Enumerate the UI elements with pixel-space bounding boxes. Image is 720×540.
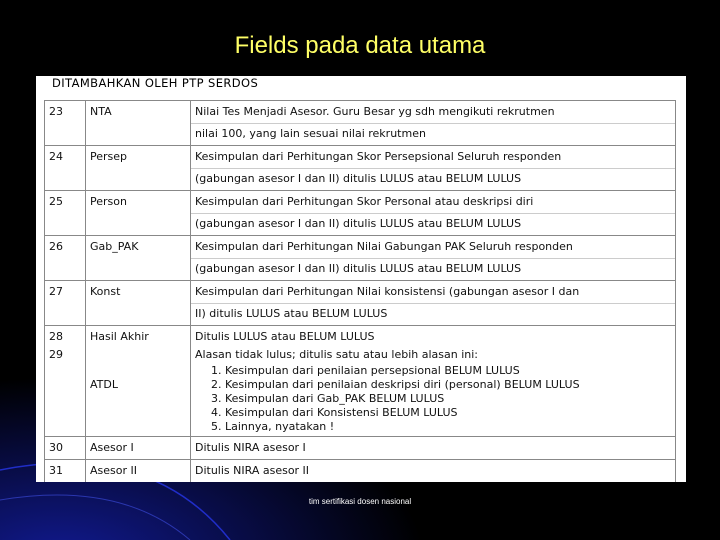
footer-text: tim sertifikasi dosen nasional <box>308 497 412 506</box>
table-row <box>45 146 676 191</box>
description-line: II) ditulis LULUS atau BELUM LULUS <box>191 303 675 323</box>
field-name: Persep <box>86 146 191 191</box>
field-description <box>191 146 676 191</box>
list-item: 4. Kesimpulan dari Konsistensi BELUM LULUS <box>225 406 671 420</box>
row-number: 30 <box>45 437 86 460</box>
slide-title: Fields pada data utama <box>234 32 486 59</box>
field-name: Konst <box>86 281 191 326</box>
row-number: 24 <box>45 146 86 191</box>
field-name: Asesor I <box>86 437 191 460</box>
row-number: 25 <box>45 191 86 236</box>
description-line: (gabungan asesor I dan II) ditulis LULUS atau BELUM LULUS <box>191 258 675 278</box>
reasons-list <box>195 364 671 434</box>
row-number-28: 28 <box>49 330 63 343</box>
description-line: Kesimpulan dari Perhitungan Skor Personal atau deskripsi diri <box>195 195 534 208</box>
field-hasil-akhir: Hasil Akhir <box>90 330 149 343</box>
description-line: (gabungan asesor I dan II) ditulis LULUS atau BELUM LULUS <box>191 213 675 233</box>
row-number <box>45 326 86 437</box>
row-number: 27 <box>45 281 86 326</box>
field-description <box>191 101 676 146</box>
list-item: 1. Kesimpulan dari penilaian persepsional BELUM LULUS <box>225 364 671 378</box>
list-item: 3. Kesimpulan dari Gab_PAK BELUM LULUS <box>225 392 671 406</box>
table-row <box>45 236 676 281</box>
description-line: Nilai Tes Menjadi Asesor. Guru Besar yg sdh mengikuti rekrutmen <box>195 105 555 118</box>
field-description: Ditulis NIRA asesor II <box>191 460 676 483</box>
description-line: Kesimpulan dari Perhitungan Nilai Gabungan PAK Seluruh responden <box>195 240 573 253</box>
table-row <box>45 460 676 483</box>
row-number: 31 <box>45 460 86 483</box>
list-item: 2. Kesimpulan dari penilaian deskripsi diri (personal) BELUM LULUS <box>225 378 671 392</box>
field-name <box>86 326 191 437</box>
field-atdl: ATDL <box>90 378 118 391</box>
description-line: Ditulis LULUS atau BELUM LULUS <box>195 330 375 343</box>
field-description <box>191 326 676 437</box>
document-heading: DITAMBAHKAN OLEH PTP SERDOS <box>52 76 259 90</box>
description-line: Kesimpulan dari Perhitungan Skor Persepsional Seluruh responden <box>195 150 562 163</box>
row-number: 26 <box>45 236 86 281</box>
table-row <box>45 281 676 326</box>
description-line: nilai 100, yang lain sesuai nilai rekrutmen <box>191 123 675 143</box>
list-item: 5. Lainnya, nyatakan ! <box>225 420 671 434</box>
description-line: (gabungan asesor I dan II) ditulis LULUS atau BELUM LULUS <box>191 168 675 188</box>
field-name: NTA <box>86 101 191 146</box>
field-name: Gab_PAK <box>86 236 191 281</box>
table-row <box>45 191 676 236</box>
row-number-29: 29 <box>49 348 63 361</box>
field-name: Person <box>86 191 191 236</box>
table-row <box>45 101 676 146</box>
field-description <box>191 281 676 326</box>
description-line: Kesimpulan dari Perhitungan Nilai konsistensi (gabungan asesor I dan <box>195 285 580 298</box>
fields-table <box>44 100 676 482</box>
field-description <box>191 236 676 281</box>
table-row <box>45 437 676 460</box>
row-number: 23 <box>45 101 86 146</box>
reasons-intro: Alasan tidak lulus; ditulis satu atau lebih alasan ini: <box>195 348 478 361</box>
field-description: Ditulis NIRA asesor I <box>191 437 676 460</box>
table-row <box>45 326 676 437</box>
field-name: Asesor II <box>86 460 191 483</box>
document-image <box>36 76 686 482</box>
field-description <box>191 191 676 236</box>
